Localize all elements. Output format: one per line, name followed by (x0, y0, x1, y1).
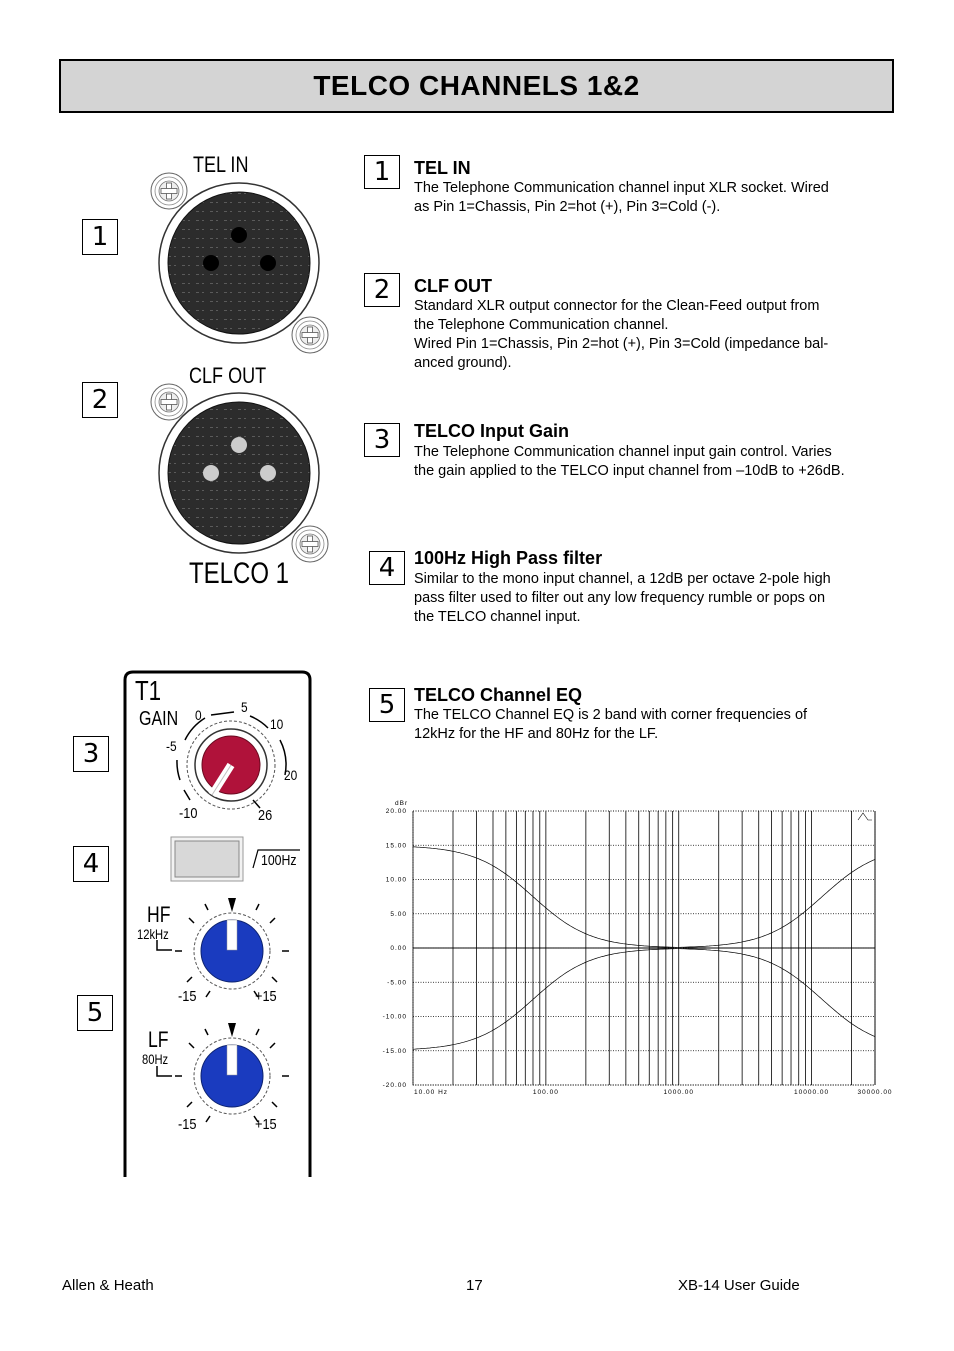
strip-label: T1 (135, 675, 162, 706)
footer-page-number: 17 (466, 1277, 483, 1294)
section-title-tel-in: TEL IN (414, 158, 471, 178)
section-number-1: 1 (364, 155, 400, 189)
x-tick-label: 100.00 (532, 1089, 559, 1096)
section-number-5: 5 (369, 688, 405, 722)
section-body-hpf: Similar to the mono input channel, a 12dB per octave 2-pole high pass filter used to filter out any low frequency rumble or pops on the TELCO channel input. (414, 571, 831, 625)
lf-label: LF (148, 1027, 169, 1052)
panel-callout-3: 3 (73, 736, 109, 772)
tel-in-label: TEL IN (193, 152, 249, 177)
section-body-tel-in: The Telephone Communication channel input XLR socket. Wired as Pin 1=Chassis, Pin 2=hot (+), Pin 3=Cold (-). (414, 180, 829, 215)
footer-publisher: Allen & Heath (62, 1277, 154, 1294)
page-title: TELCO CHANNELS 1&2 (313, 70, 640, 101)
section-title-eq: TELCO Channel EQ (414, 685, 583, 705)
gain-label: GAIN (139, 708, 179, 730)
y-tick-label: 10.00 (385, 876, 407, 884)
hf-label: HF (147, 902, 171, 927)
panel-callout-5: 5 (77, 995, 113, 1031)
section-body-eq: The TELCO Channel EQ is 2 band with corner frequencies of 12kHz for the HF and 80Hz for the LF. (414, 707, 808, 742)
lf-min-label: -15 (178, 1116, 197, 1133)
y-tick-label: 0.00 (390, 945, 407, 952)
hf-freq-label: 12kHz (137, 926, 169, 942)
x-tick-label: 10.00 Hz (414, 1089, 449, 1096)
chart-marker-icon (858, 813, 872, 820)
section-body-clf-out: Standard XLR output connector for the Clean-Feed output from the Telephone Communication channel. Wired Pin 1=Chassis, Pin 2=hot (+), Pin 3=Cold (impedance bal- anced ground). (414, 298, 829, 371)
x-tick-label: 1000.00 (663, 1089, 694, 1096)
section-number-4: 4 (369, 551, 405, 585)
hf-min-label: -15 (178, 988, 197, 1005)
y-tick-label: 5.00 (390, 910, 407, 918)
section-number-3: 3 (364, 423, 400, 457)
panel-callout-2: 2 (82, 382, 118, 418)
gain-scale-26: 26 (258, 807, 273, 824)
lf-freq-label: 80Hz (142, 1051, 169, 1067)
y-tick-label: 20.00 (385, 808, 407, 815)
clf-out-label: CLF OUT (189, 363, 267, 388)
section-body-input-gain: The Telephone Communication channel input gain control. Varies the gain applied to the TELCO input channel from –10dB to +26dB. (414, 444, 845, 479)
y-tick-label: -10.00 (382, 1013, 407, 1021)
section-title-clf-out: CLF OUT (414, 276, 492, 296)
y-tick-label: 15.00 (385, 842, 407, 850)
gain-scale-20: 20 (284, 767, 298, 783)
y-tick-label: -5.00 (387, 979, 407, 987)
telco-label: TELCO 1 (189, 557, 290, 590)
x-tick-label: 10000.00 (794, 1089, 830, 1096)
panel-callout-1: 1 (82, 219, 118, 255)
gain-scale-minus5: -5 (166, 738, 177, 754)
lf-max-label: +15 (255, 1116, 277, 1133)
gain-scale-0: 0 (195, 707, 202, 723)
gain-scale-10: 10 (270, 716, 284, 732)
hf-max-label: +15 (255, 988, 277, 1005)
footer-guide-title: XB-14 User Guide (678, 1277, 800, 1294)
y-tick-label: -20.00 (382, 1082, 407, 1089)
y-axis-label: dBr (395, 800, 409, 807)
section-title-input-gain: TELCO Input Gain (414, 421, 569, 441)
hpf-label: 100Hz (261, 852, 297, 869)
gain-scale-5: 5 (241, 699, 248, 715)
x-tick-label: 30000.00 (857, 1089, 893, 1096)
gain-scale-minus10: -10 (179, 805, 198, 822)
section-title-hpf: 100Hz High Pass filter (414, 548, 603, 568)
y-tick-label: -15.00 (382, 1047, 407, 1055)
panel-callout-4: 4 (73, 846, 109, 882)
section-number-2: 2 (364, 273, 400, 307)
